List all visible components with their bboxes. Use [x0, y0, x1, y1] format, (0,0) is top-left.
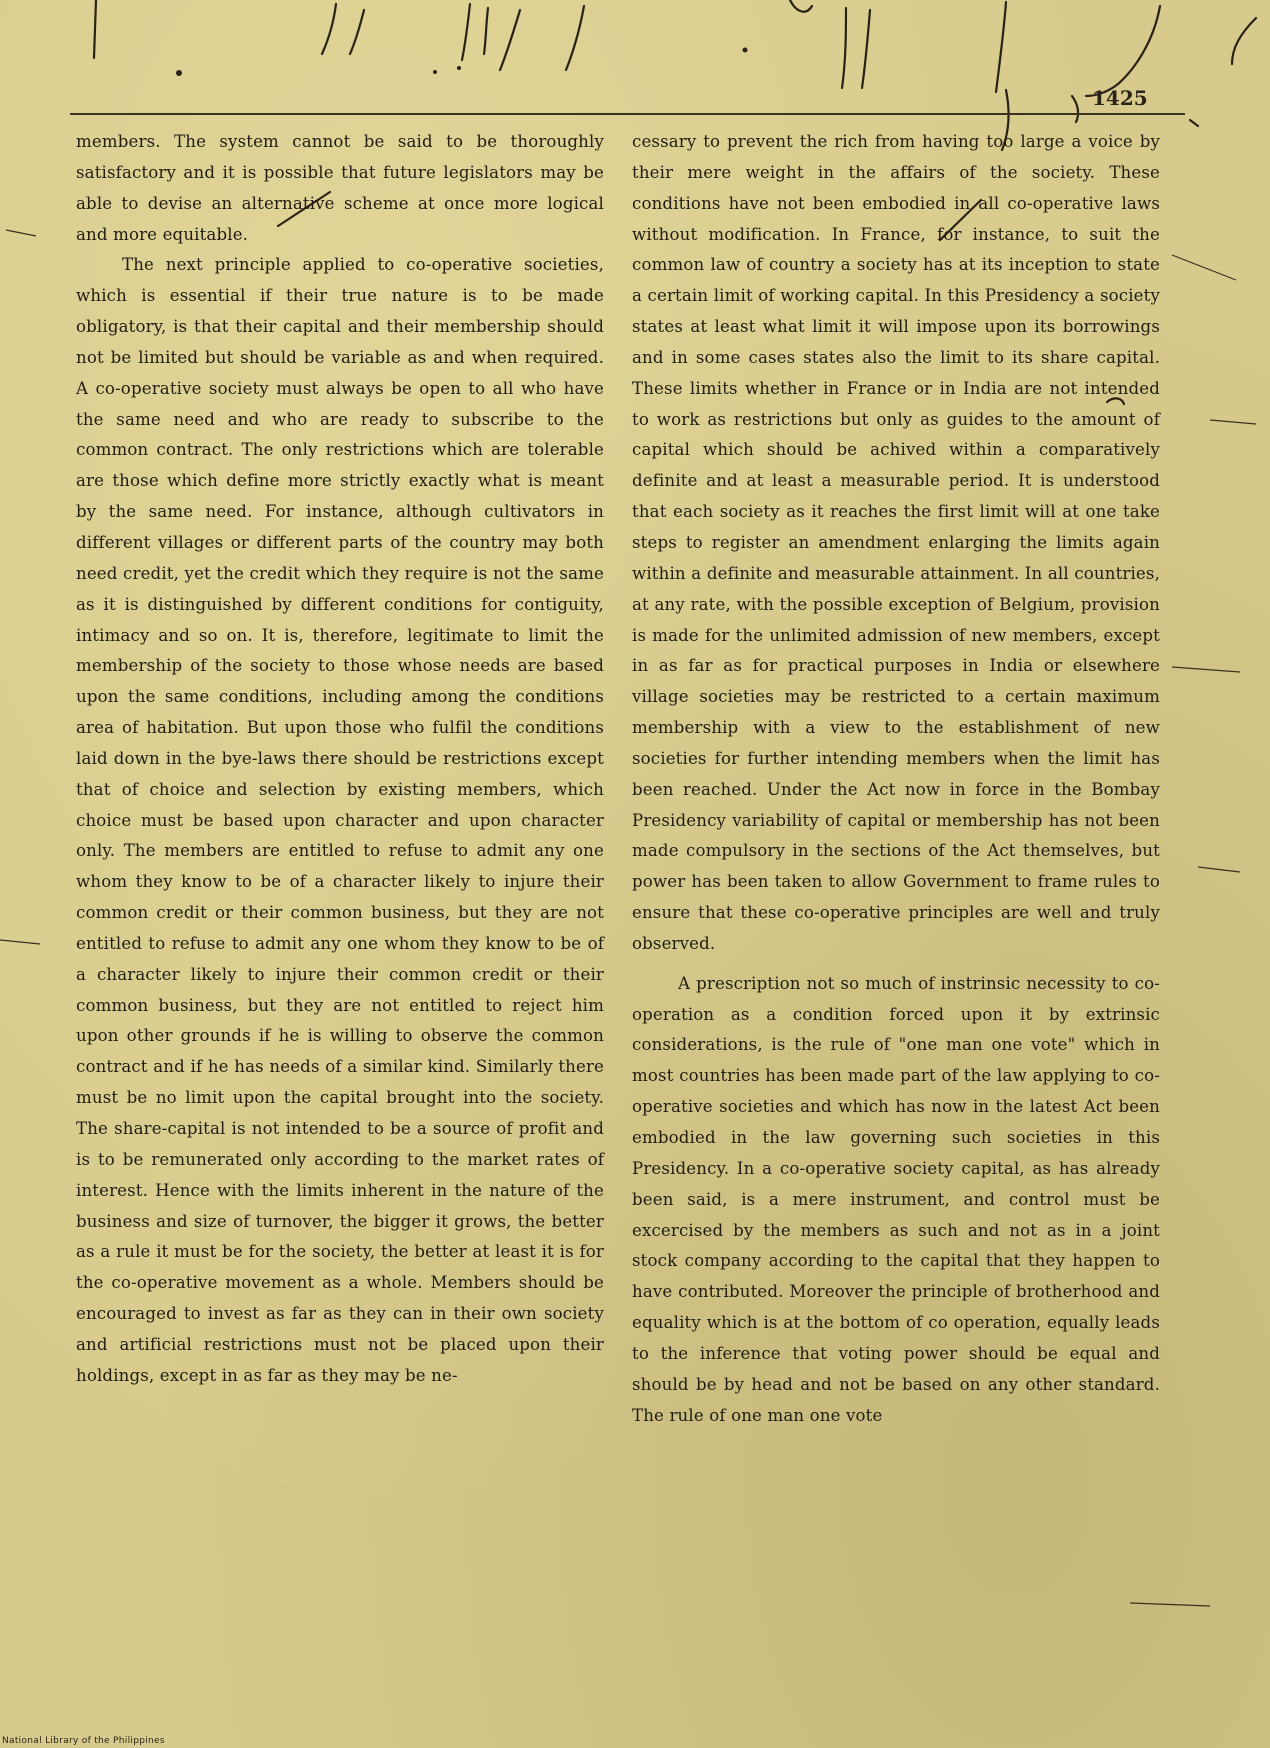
footer-credit: National Library of the Philippines	[2, 1736, 165, 1746]
left-text-column	[76, 127, 604, 1392]
page-number: 1425	[1092, 86, 1148, 110]
right-text-column	[632, 127, 1160, 1431]
right-paragraph-2: A prescription not so much of instrinsic necessity to co-operation as a condition forced upon it by extrinsic considerations, is the rule of "one man one vote" which in most countries has been made part of the law applying to co-operative societies and which has now in the latest Act been embodied in the law governing such societies in this Presidency. In a co-operative society capital, as has already been said, is a mere instrument, and control must be excercised by the members as such and not as in a joint stock company according to the capital that they happen to have contributed. Moreover the principle of brotherhood and equality which is at the bottom of co operation, equally leads to the inference that voting power should be equal and should be by head and not be based on any other standard. The rule of one man one vote	[632, 973, 1160, 1425]
right-paragraph-1: cessary to prevent the rich from having too large a voice by their mere weight in the affairs of the society. These conditions have not been embodied in all co-operative laws without modification. In France, for instance, to suit the common law of country a society has at its inception to state a certain limit of working capital. In this Presidency a society states at least what limit it will impose upon its borrowings and in some cases states also the limit to its share capital. These limits whether in France or in India are not intended to work as restrictions but only as guides to the amount of capital which should be achived within a comparatively definite and at least a measurable period. It is understood that each society as it reaches the first limit will at one take steps to register an amendment enlarging the limits again within a definite and measurable attainment. In all countries, at any rate, with the possible exception of Belgium, provision is made for the unlimited admission of new members, except in as far as for practical purposes in India or elsewhere village societies may be restricted to a certain maximum membership with a view to the establishment of new societies for further intending members when the limit has been reached. Under the Act now in force in the Bombay Presidency variability of capital or membership has not been made compulsory in the sections of the Act themselves, but power has been taken to allow Government to frame rules to ensure that these co-operative principles are well and truly observed.	[632, 132, 1160, 953]
left-paragraph-2: The next principle applied to co-operative societies, which is essential if their true nature is to be made obligatory, is that their capital and their membership should not be limited but should be variable as and when required. A co-operative society must always be open to all who have the same need and who are ready to subscribe to the common contract. The only restrictions which are tolerable are those which define more strictly exactly what is meant by the same need. For instance, although cultivators in different villages or different parts of the country may both need credit, yet the credit which they require is not the same as it is distinguished by different conditions for contiguity, intimacy and so on. It is, therefore, legitimate to limit the membership of the society to those whose needs are based upon the same conditions, including among the conditions area of habitation. But upon those who fulfil the conditions laid down in the bye-laws there should be restrictions except that of choice and selection by existing members, which choice must be based upon character and upon character only. The members are entitled to refuse to admit any one whom they know to be of a character likely to injure their common credit or their common business, but they are not entitled to refuse to admit any one whom they know to be of a character likely to injure their common credit or their common business, but they are not entitled to reject him upon other grounds if he is willing to observe the common contract and if he has needs of a similar kind. Similarly there must be no limit upon the capital brought into the society. The share-capital is not intended to be a source of profit and is to be remunerated only according to the market rates of interest. Hence with the limits inherent in the nature of the business and size of turnover, the bigger it grows, the better as a rule it must be for the society, the better at least it is for the co-operative movement as a whole. Members should be encouraged to invest as far as they can in their own society and artificial restrictions must not be placed upon their holdings, except in as far as they may be ne-	[76, 255, 604, 1385]
left-paragraph-1: members. The system cannot be said to be thoroughly satisfactory and it is possible that future legislators may be able to devise an alternative scheme at once more logical and more equitable.	[76, 132, 604, 244]
header-rule	[70, 113, 1185, 115]
